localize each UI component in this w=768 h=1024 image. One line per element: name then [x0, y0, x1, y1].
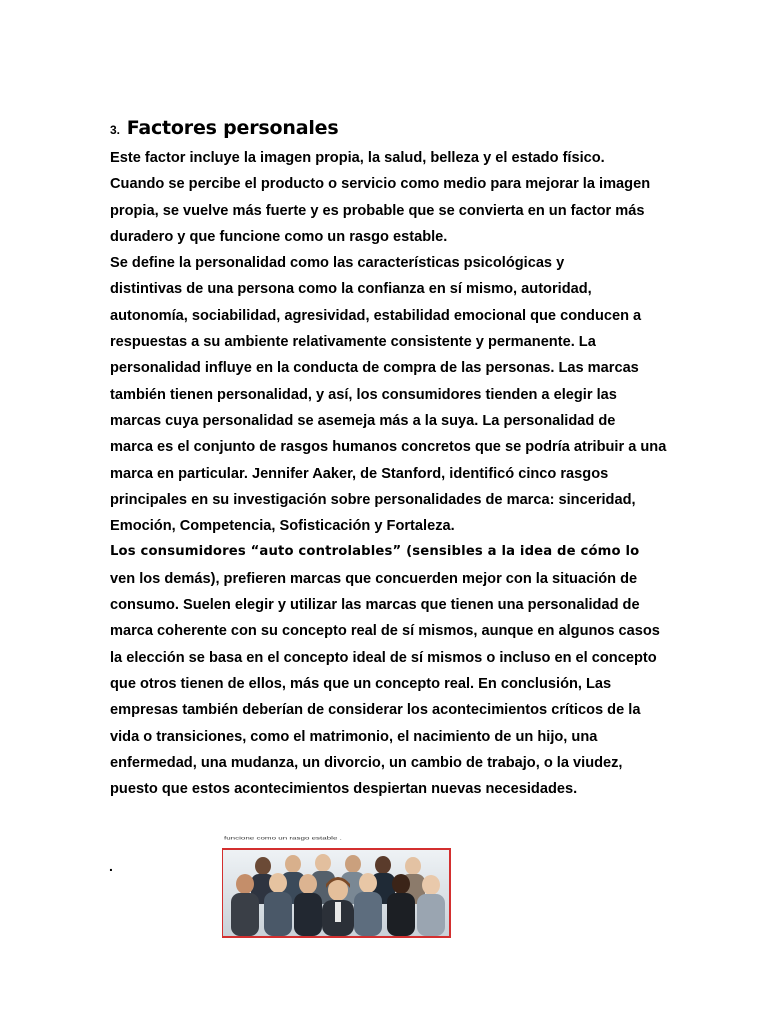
paragraph-line: Se define la personalidad como las características psicológicas y — [110, 255, 565, 272]
paragraph-line: puesto que estos acontecimientos despiertan nuevas necesidades. — [110, 781, 578, 798]
paragraph-line: empresas también deberían de considerar los acontecimientos críticos de la — [110, 702, 641, 719]
paragraph-line: marca en particular. Jennifer Aaker, de Stanford, identificó cinco rasgos — [110, 465, 609, 482]
group-of-people-photo — [222, 848, 451, 938]
section-number: 3. — [110, 123, 121, 137]
person-front-row — [322, 877, 354, 936]
paragraph-line: autonomía, sociabilidad, agresividad, estabilidad emocional que conducen a — [110, 307, 642, 324]
photo-caption-fragment: funcione como un rasgo estable . — [224, 836, 342, 841]
paragraph-line: vida o transiciones, como el matrimonio, el nacimiento de un hijo, una — [110, 728, 598, 745]
paragraph-line: marca coherente con su concepto real de sí mismos, aunque en algunos casos — [110, 623, 660, 640]
paragraph-line: también tienen personalidad, y así, los consumidores tienden a elegir las — [110, 386, 617, 403]
paragraph-line: Cuando se percibe el producto o servicio como medio para mejorar la imagen — [110, 176, 651, 193]
group-photo-figure — [222, 838, 451, 938]
paragraph-line: enfermedad, una mudanza, un divorcio, un cambio de trabajo, o la viudez, — [110, 754, 623, 771]
paragraph-line: propia, se vuelve más fuerte y es probable que se convierta en un factor más — [110, 202, 645, 219]
paragraph-line: principales en su investigación sobre personalidades de marca: sinceridad, — [110, 491, 636, 508]
paragraph-line: la elección se basa en el concepto ideal de sí mismos o incluso en el concepto — [110, 649, 657, 666]
paragraph-line: duradero y que funcione como un rasgo estable. — [110, 228, 448, 245]
body-paragraph — [110, 145, 670, 802]
paragraph-line: marca es el conjunto de rasgos humanos concretos que se podría atribuir a una — [110, 439, 667, 456]
group-photo-illustration — [223, 850, 449, 936]
paragraph-line: ven los demás), prefieren marcas que concuerden mejor con la situación de — [110, 570, 638, 587]
paragraph-line: personalidad influye en la conducta de compra de las personas. Las marcas — [110, 360, 639, 377]
trailing-dot: . — [109, 858, 113, 874]
paragraph-line: respuestas a su ambiente relativamente consistente y permanente. La — [110, 334, 596, 351]
paragraph-line: Emoción, Competencia, Sofisticación y Fortaleza. — [110, 518, 455, 535]
section-title: Factores personales — [126, 117, 339, 139]
section-heading — [110, 113, 338, 141]
paragraph-line: que otros tienen de ellos, más que un concepto real. En conclusión, Las — [110, 675, 612, 692]
paragraph-line: Este factor incluye la imagen propia, la salud, belleza y el estado físico. — [110, 150, 605, 166]
paragraph-line: marcas cuya personalidad se asemeja más a la suya. La personalidad de — [110, 412, 616, 429]
paragraph-line: distintivas de una persona como la confianza en sí mismo, autoridad, — [110, 281, 592, 298]
paragraph-line: consumo. Suelen elegir y utilizar las marcas que tienen una personalidad de — [110, 597, 640, 614]
paragraph-line: Los consumidores “auto controlables” (sensibles a la idea de cómo lo — [110, 544, 640, 560]
